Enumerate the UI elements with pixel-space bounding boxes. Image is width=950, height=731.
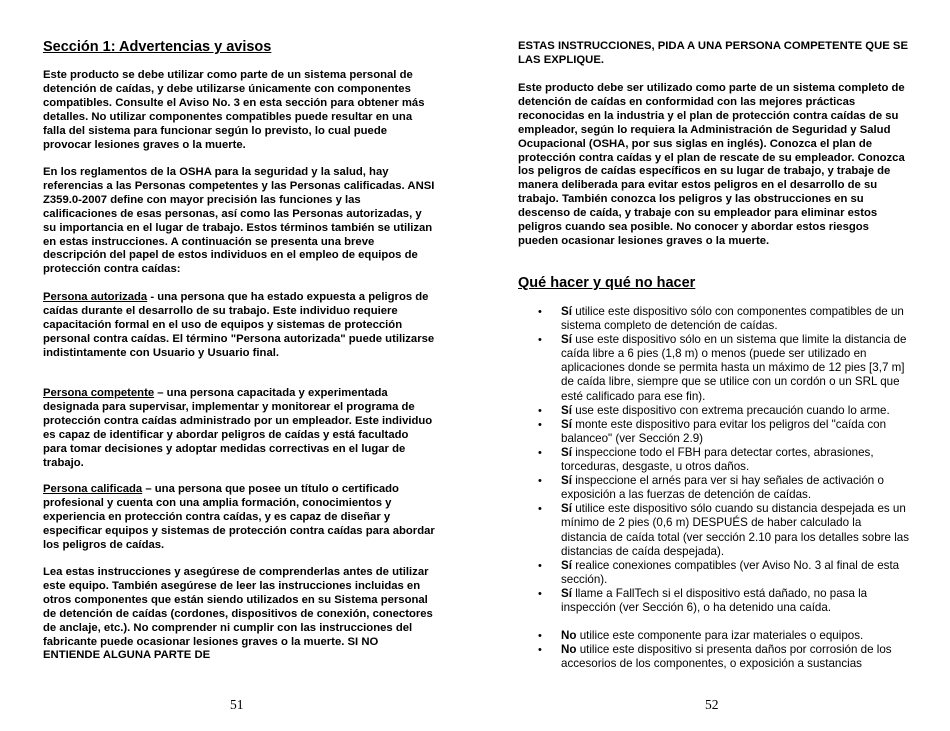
definition-qualified — [43, 483, 435, 553]
do-keyword: Sí — [561, 558, 572, 572]
definition-competent — [43, 387, 435, 470]
definition-competent-text: – una persona capacitada y experimentada designada para supervisar, implementar y monitorear el programa de protección contra caídas administrado por un empleador. Este individuo es capaz de identificar y abordar peligros de caídas y está facultado para tomar decisiones y adoptar medidas correctivas en el lugar de trabajo. — [43, 387, 433, 469]
do-item — [518, 502, 910, 558]
bullet-icon: • — [538, 587, 542, 600]
dont-keyword: No — [561, 629, 577, 642]
bullet-icon: • — [538, 503, 542, 516]
do-item — [518, 559, 910, 587]
term-competent: Persona competente — [43, 387, 155, 399]
do-keyword: Sí — [561, 502, 572, 516]
dont-item — [518, 643, 910, 671]
term-authorized: Persona autorizada — [43, 291, 148, 303]
do-text: use este dispositivo sólo en un sistema que limite la distancia de caída libre a 6 pies (1,8 m) o menos (puede ser utilizado en aplicaciones donde se permita hasta un máximo de 12 pies [3,7 m] de caída libre, siempre que se utilice con un cordón o un SRL que esté calificado para ese fin). — [561, 333, 907, 403]
dont-item — [518, 629, 910, 643]
left-page — [43, 0, 435, 731]
do-keyword: Sí — [561, 403, 572, 417]
term-qualified: Persona calificada — [43, 483, 143, 495]
bullet-icon: • — [538, 630, 542, 642]
system-paragraph: Este producto debe ser utilizado como parte de un sistema completo de detención de caídas en conformidad con las mejores prácticas reconocidas en la industria y el plan de protección contra caídas de su empleador, según lo requiera la Administración de Seguridad y Salud Ocupacional (OSHA, por sus siglas en inglés). Conozca el plan de protección contra caídas y el plan de rescate de su empleador. Conozca los peligros de caídas específicos en su lugar de trabajo, y trabaje de manera deliberada para evitar estos peligros en el desarrollo de su trabajo. También conozca los peligros y las obstrucciones en su descenso de caída, y trabaje con su empleador para eliminar estos peligros cuando sea posible. No conocer y abordar estos riesgos pueden ocasionar lesiones graves o la muerte. — [518, 82, 905, 247]
section-heading: Sección 1: Advertencias y avisos — [43, 39, 272, 55]
do-text: realice conexiones compatibles (ver Aviso No. 3 al final de esta sección). — [561, 558, 900, 586]
do-keyword: Sí — [561, 305, 572, 318]
do-text: inspeccione el arnés para ver si hay señales de activación o exposición a las fuerzas de detención de caídas. — [561, 474, 884, 502]
intro-paragraph: Este producto se debe utilizar como parte de un sistema personal de detención de caídas, y debe utilizarse únicamente con componentes compatibles. Consulte el Aviso No. 3 en esta sección para obtener más detalles. No utilizar componentes compatibles puede resultar en una falla del sistema para funcionar según lo previsto, lo cual puede provocar lesiones graves o la muerte. — [43, 69, 425, 151]
do-keyword: Sí — [561, 445, 572, 459]
do-text: utilice este dispositivo sólo con componentes compatibles de un sistema completo de detención de caídas. — [561, 305, 904, 333]
definition-authorized — [43, 291, 435, 361]
bullet-icon: • — [538, 644, 542, 657]
definition-qualified-text: – una persona que posee un título o certificado profesional y cuenta con una amplia formación, conocimientos y experiencia en protección contra caídas, y es capaz de diseñar y especificar equipos y sistemas de protección contra caídas para abordar los peligros de caídas. — [43, 483, 435, 551]
right-page — [518, 0, 910, 731]
bullet-icon: • — [538, 418, 542, 431]
do-keyword: Sí — [561, 586, 572, 600]
bullet-icon: • — [538, 446, 542, 459]
do-item — [518, 333, 910, 403]
dont-list — [518, 629, 910, 671]
osha-paragraph: En los reglamentos de la OSHA para la seguridad y la salud, hay referencias a las Personas competentes y las Personas calificadas. ANSI Z359.0-2007 define con mayor precisión las funciones y las calificaciones de esas personas, así como las Personas autorizadas, y su importancia en el lugar de trabajo. Estos términos también se utilizan en estas instrucciones. A continuación se presenta una breve descripción del papel de estos individuos en el empleo de equipos de protección contra caídas: — [43, 166, 435, 276]
do-item — [518, 418, 910, 446]
bullet-icon: • — [538, 559, 542, 572]
dos-donts-heading: Qué hacer y qué no hacer — [518, 275, 696, 291]
dont-keyword: No — [561, 643, 577, 657]
definition-authorized-text: - una persona que ha estado expuesta a peligros de caídas durante el desarrollo de su trabajo. Este individuo requiere capacitación formal en el uso de equipos y sistemas de protección personal contra caídas. El término "Persona autorizada" puede utilizarse indistintamente con Usuario y Usuario final. — [43, 291, 435, 359]
page-number-right: 52 — [705, 697, 719, 712]
do-keyword: Sí — [561, 417, 572, 431]
read-instructions-paragraph: Lea estas instrucciones y asegúrese de comprenderlas antes de utilizar este equipo. También asegúrese de leer las instrucciones incluidas en otros componentes que están siendo utilizados en su Sistema personal de detención de caídas (cordones, dispositivos de conexión, conectores de anclaje, etc.). No comprender ni cumplir con las instrucciones del fabricante puede ocasionar lesiones graves o la muerte. SI NO ENTIENDE ALGUNA PARTE DE — [43, 566, 433, 662]
do-item — [518, 305, 910, 333]
continuation-paragraph: ESTAS INSTRUCCIONES, PIDA A UNA PERSONA COMPETENTE QUE SE LAS EXPLIQUE. — [518, 40, 908, 66]
do-list — [518, 305, 910, 615]
do-item — [518, 446, 910, 474]
do-item — [518, 404, 910, 418]
do-item — [518, 474, 910, 502]
do-item — [518, 587, 910, 615]
do-text: utilice este dispositivo sólo cuando su distancia despejada es un mínimo de 2 pies (0,6 m) DESPUÉS de haber calculado la distancia de caída total (ver sección 2.10 para los detalles sobre las distancias de caída despejada). — [561, 502, 910, 558]
do-keyword: Sí — [561, 333, 572, 347]
bullet-icon: • — [538, 334, 542, 347]
do-text: inspeccione todo el FBH para detectar cortes, abrasiones, torceduras, desgaste, u otros daños. — [561, 445, 874, 474]
do-text: use este dispositivo con extrema precaución cuando lo arme. — [571, 403, 890, 417]
bullet-icon: • — [538, 475, 542, 488]
do-keyword: Sí — [561, 474, 572, 488]
dont-text: utilice este dispositivo si presenta daños por corrosión de los accesorios de los componentes, o exposición a sustancias — [561, 643, 892, 671]
bullet-icon: • — [538, 404, 542, 417]
page-number-left: 51 — [230, 697, 244, 712]
do-text: llame a FallTech si el dispositivo está dañado, no pasa la inspección (ver Sección 6), o ha detenido una caída. — [561, 586, 868, 614]
bullet-icon: • — [538, 306, 542, 318]
do-text: monte este dispositivo para evitar los peligros del "caída con balanceo" (ver Sección 2.9) — [561, 417, 887, 445]
dont-text: utilice este componente para izar materiales o equipos. — [576, 629, 864, 642]
